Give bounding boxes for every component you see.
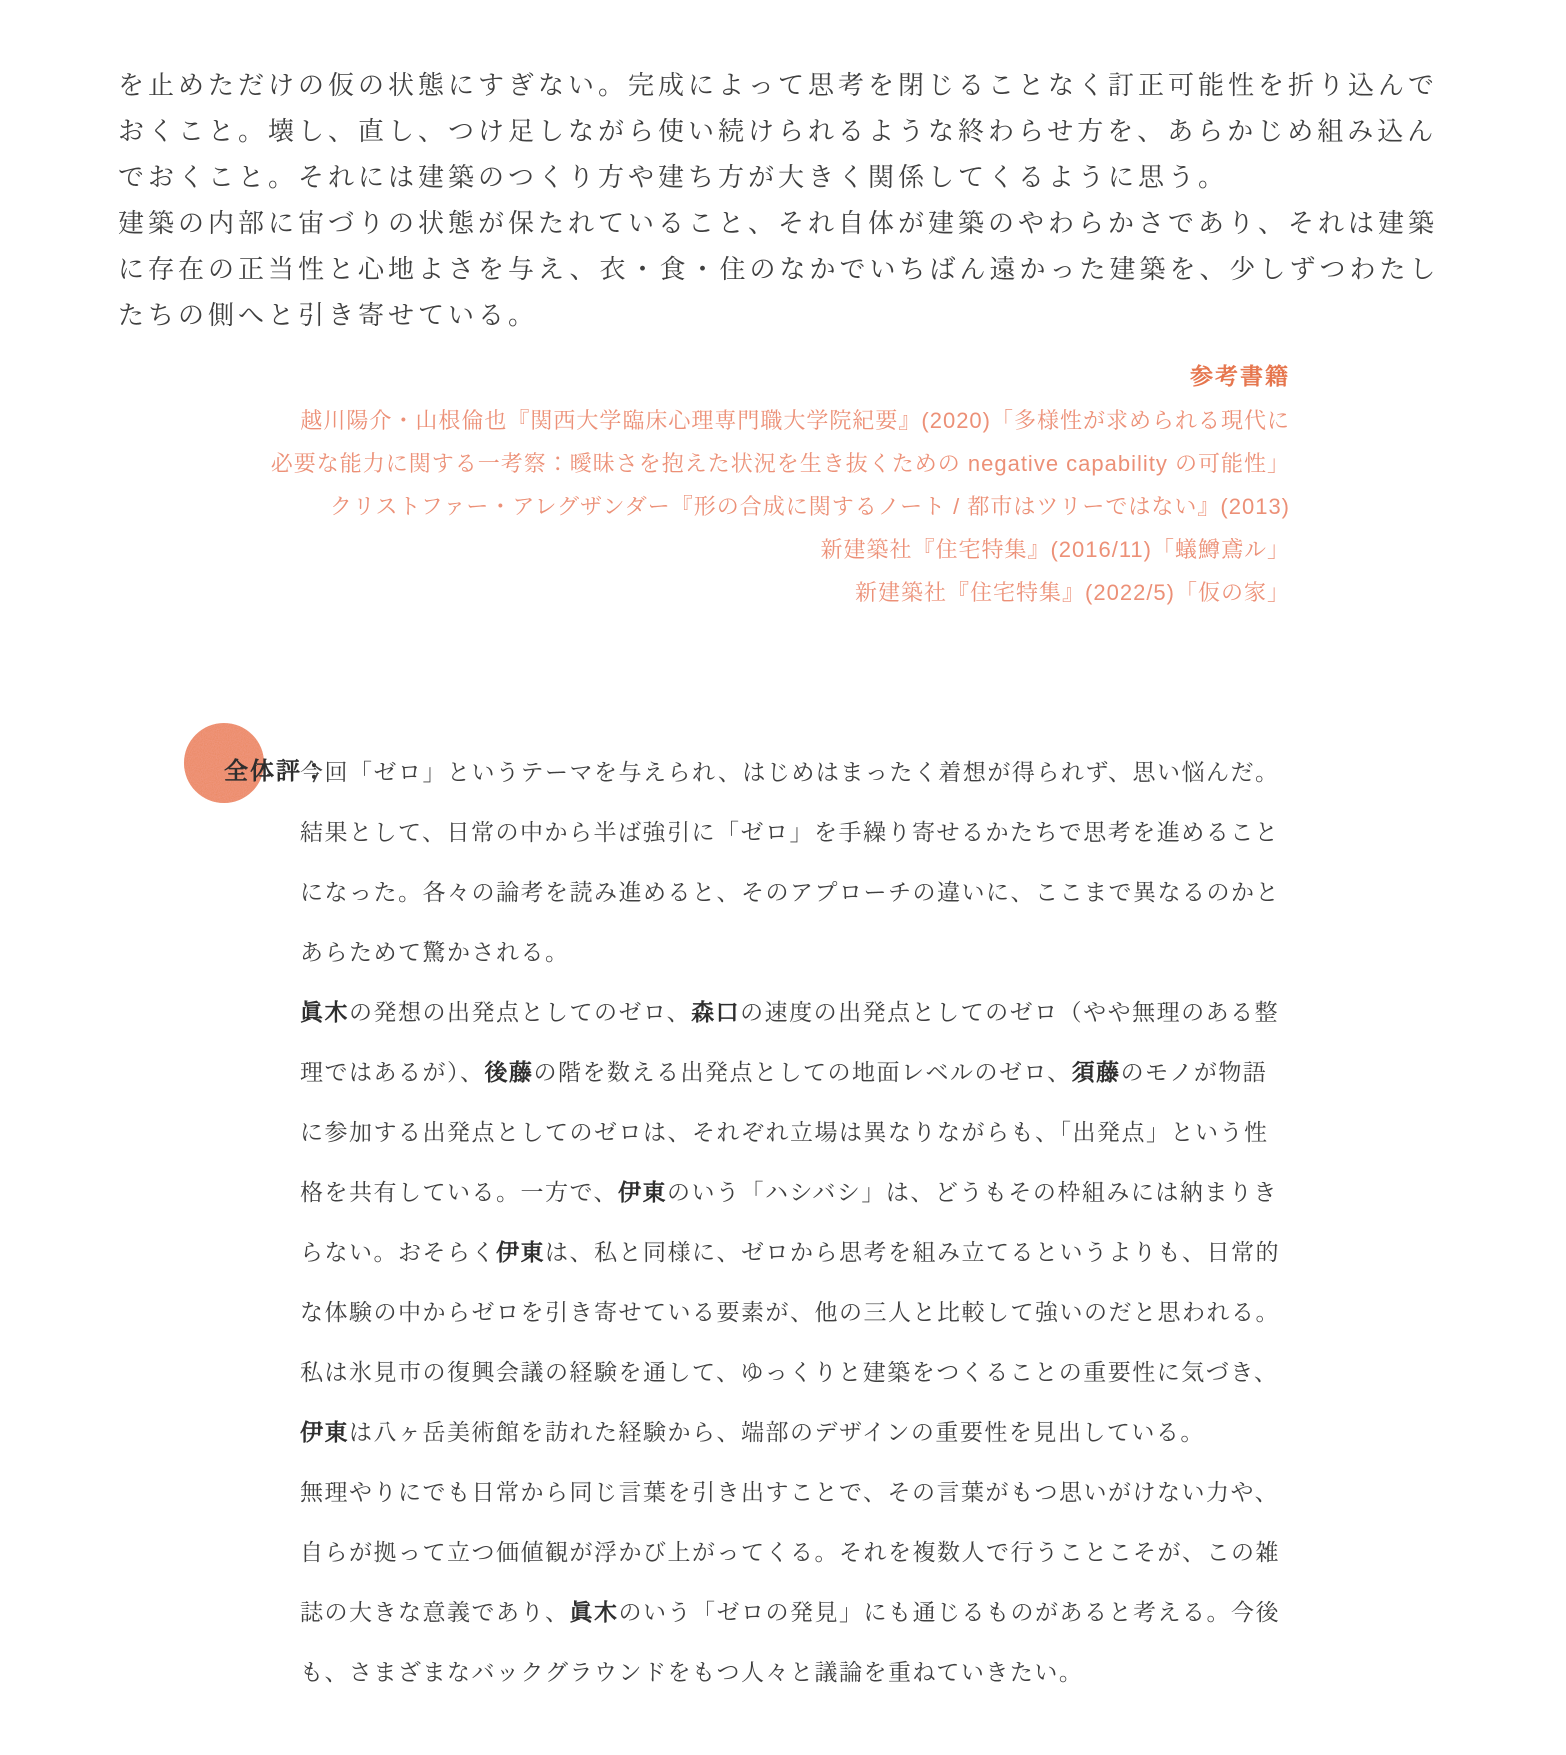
reference-list xyxy=(271,399,1290,614)
author-name: 眞木 xyxy=(569,1599,619,1625)
reference-item: 必要な能力に関する一考察：曖昧さを抱えた状況を生き抜くための negative capability の可能性」 xyxy=(270,451,1290,476)
reference-section xyxy=(271,358,1290,614)
review-text xyxy=(300,742,1290,1702)
reference-heading: 参考書籍 xyxy=(1190,363,1290,389)
author-name: 須藤 xyxy=(1071,1059,1121,1085)
intro-paragraph: を止めただけの仮の状態にすぎない。完成によって思考を閉じることなく訂正可能性を折り込んでおくこと。壊し、直し、つけ足しながら使い続けられるような終わらせ方を、あらかじめ組み込んでおくこと。それには建築のつくり方や建ち方が大きく関係してくるように思う。 xyxy=(118,70,1439,192)
review-paragraph: 今回「ゼロ」というテーマを与えられ、はじめはまったく着想が得られず、思い悩んだ。結果として、日常の中から半ば強引に「ゼロ」を手繰り寄せるかたちで思考を進めることになった。各々の論考を読み進めると、そのアプローチの違いに、ここまで異なるのかとあらためて驚かされる。 xyxy=(300,759,1280,965)
intro-text xyxy=(118,62,1458,338)
review-label: 全体評： xyxy=(224,758,328,785)
intro-paragraph: 建築の内部に宙づりの状態が保たれていること、それ自体が建築のやわらかさであり、それは建築に存在の正当性と心地よさを与え、衣・食・住のなかでいちばん遠かった建築を、少しずつわたしたちの側へと引き寄せている。 xyxy=(118,208,1440,330)
review-paragraph: 無理やりにでも日常から同じ言葉を引き出すことで、その言葉がもつ思いがけない力や、自らが拠って立つ価値観が浮かび上がってくる。それを複数人で行うことこそが、この雑誌の大きな意義であり、眞木のいう「ゼロの発見」にも通じるものがあると考える。今後も、さまざまなバックグラウンドをもつ人々と議論を重ねていきたい。 xyxy=(300,1479,1280,1685)
reference-item: 越川陽介・山根倫也『関西大学臨床心理専門職大学院紀要』(2020)「多様性が求められる現代に xyxy=(300,408,1290,433)
author-name: 眞木 xyxy=(300,999,349,1025)
reference-item: クリストファー・アレグザンダー『形の合成に関するノート / 都市はツリーではない』(2013) xyxy=(329,494,1290,519)
review-paragraph: 眞木の発想の出発点としてのゼロ、森口の速度の出発点としてのゼロ（やや無理のある整理ではあるが）、後藤の階を数える出発点としての地面レベルのゼロ、須藤のモノが物語に参加する出発点としてのゼロは、それぞれ立場は異なりながらも、「出発点」という性格を共有している。一方で、伊東のいう「ハシバシ」は、どうもその枠組みには納まりきらない。おそらく伊東は、私と同様に、ゼロから思考を組み立てるというよりも、日常的な体験の中からゼロを引き寄せている要素が、他の三人と比較して強いのだと思われる。私は氷見市の復興会議の経験を通して、ゆっくりと建築をつくることの重要性に気づき、伊東は八ヶ岳美術館を訪れた経験から、端部のデザインの重要性を見出している。 xyxy=(300,999,1280,1445)
author-name: 伊東 xyxy=(300,1419,349,1445)
reference-item: 新建築社『住宅特集』(2022/5)「仮の家」 xyxy=(855,580,1290,605)
reference-item: 新建築社『住宅特集』(2016/11)「蟻鱒鳶ル」 xyxy=(820,537,1290,562)
author-name: 森口 xyxy=(691,999,741,1025)
author-name: 伊東 xyxy=(496,1239,545,1265)
author-name: 伊東 xyxy=(618,1179,668,1205)
author-name: 後藤 xyxy=(484,1059,534,1085)
